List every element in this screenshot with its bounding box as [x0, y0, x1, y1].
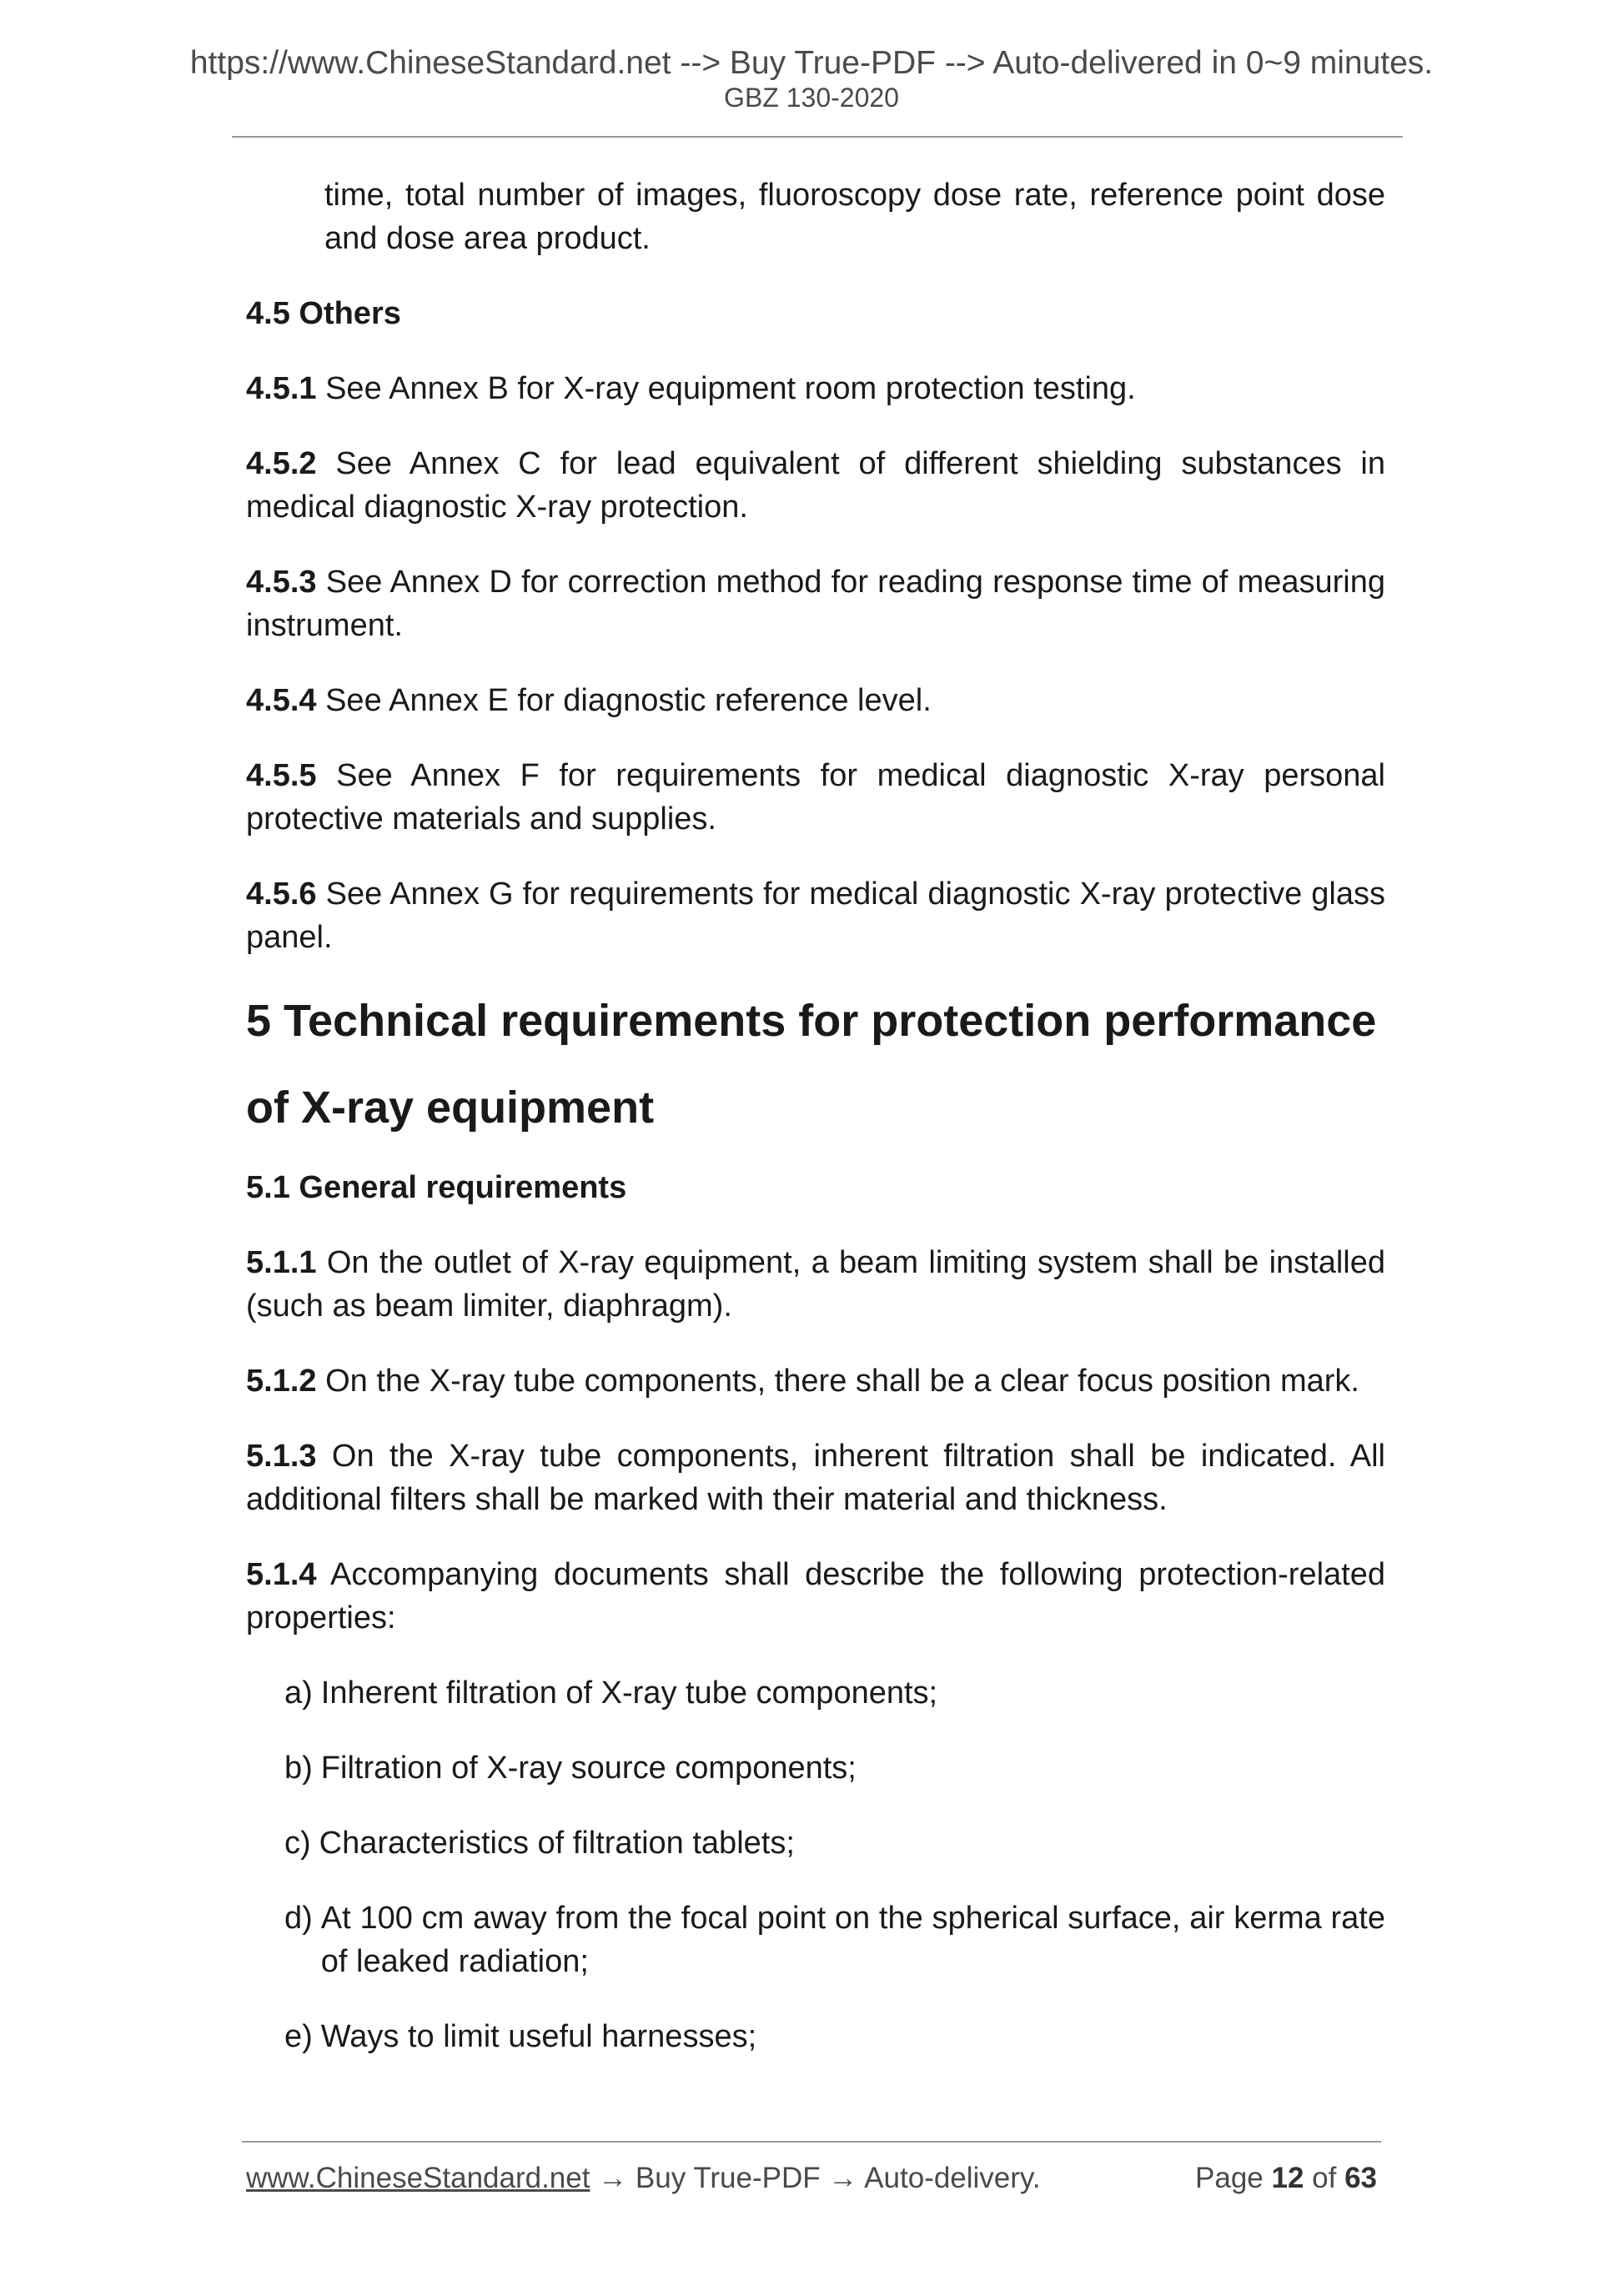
clause-text: See Annex B for X-ray equipment room protection testing. [316, 371, 1136, 406]
list-item [246, 1746, 1385, 1790]
clause-text: See Annex C for lead equivalent of different shielding substances in medical diagnostic X-ray protection. [246, 446, 1385, 525]
list-item-text: At 100 cm away from the focal point on the spherical surface, air kerma rate of leaked radiation; [320, 1901, 1385, 1979]
clause-5-1-4 [246, 1553, 1385, 1640]
list-item-label: d) [284, 1901, 313, 1936]
clause-number: 4.5.6 [246, 877, 317, 912]
clause-text: On the outlet of X-ray equipment, a beam limiting system shall be installed (such as beam limiter, diaphragm). [246, 1245, 1385, 1324]
footer-divider [242, 2141, 1381, 2143]
list-item-text: Filtration of X-ray source components; [320, 1751, 857, 1786]
clause-text: See Annex E for diagnostic reference level. [316, 683, 932, 718]
clause-4-5-4 [246, 679, 1385, 722]
clause-text: See Annex D for correction method for reading response time of measuring instrument. [246, 565, 1385, 643]
clause-4-5-3 [246, 560, 1385, 647]
list-item-text: Characteristics of filtration tablets; [319, 1826, 795, 1861]
clause-number: 5.1.4 [246, 1557, 317, 1592]
clause-4-5-6 [246, 872, 1385, 959]
clause-text: On the X-ray tube components, there shall be a clear focus position mark. [316, 1364, 1359, 1399]
list-item-label: e) [284, 2019, 313, 2054]
clause-text: See Annex G for requirements for medical diagnostic X-ray protective glass panel. [246, 877, 1385, 955]
list-item-label: b) [284, 1751, 313, 1786]
section-4-5-heading: 4.5 Others [246, 296, 401, 331]
list-item-text: Ways to limit useful harnesses; [320, 2019, 757, 2054]
header-url-line: https://www.ChineseStandard.net --> Buy True-PDF --> Auto-delivered in 0~9 minutes. [189, 45, 1434, 81]
header-divider [232, 136, 1403, 138]
clause-text: Accompanying documents shall describe the following protection-related properties: [246, 1557, 1385, 1635]
clause-5-1-3 [246, 1434, 1385, 1521]
page-word: Page [1195, 2162, 1272, 2194]
of-word: of [1304, 2162, 1345, 2194]
clause-text: On the X-ray tube components, inherent filtration shall be indicated. All additional filters shall be marked with their material and thickness. [246, 1439, 1385, 1517]
page-number [1195, 2160, 1377, 2197]
total-pages: 63 [1344, 2162, 1377, 2194]
clause-4-5-2 [246, 442, 1385, 529]
list-item [246, 1671, 1385, 1715]
footer-tagline: → Buy True-PDF → Auto-delivery. [590, 2162, 1041, 2194]
list-item-label: a) [284, 1676, 313, 1711]
clause-number: 5.1.1 [246, 1245, 317, 1280]
current-page: 12 [1271, 2162, 1304, 2194]
clause-number: 4.5.1 [246, 371, 317, 406]
clause-5-1-1 [246, 1241, 1385, 1328]
clause-number: 4.5.2 [246, 446, 317, 481]
list-item [246, 1821, 1385, 1865]
chapter-5-heading: 5 Technical requirements for protection performance of X-ray equipment [246, 996, 1377, 1133]
clause-number: 4.5.3 [246, 565, 317, 600]
list-item-label: c) [284, 1826, 311, 1861]
clause-4-5-5 [246, 754, 1385, 841]
clause-4-5-1 [246, 367, 1385, 410]
clause-5-1-2 [246, 1359, 1385, 1403]
continued-paragraph: time, total number of images, fluoroscopy dose rate, reference point dose and dose area product. [324, 178, 1385, 256]
footer-site [246, 2160, 1041, 2197]
section-5-1-heading: 5.1 General requirements [246, 1170, 627, 1205]
clause-number: 5.1.2 [246, 1364, 317, 1399]
list-item [246, 2015, 1385, 2058]
clause-number: 4.5.4 [246, 683, 317, 718]
clause-number: 4.5.5 [246, 758, 317, 793]
page-content [246, 173, 1385, 2058]
site-link[interactable]: www.ChineseStandard.net [246, 2162, 590, 2194]
list-item [246, 1897, 1385, 1983]
clause-number: 5.1.3 [246, 1439, 317, 1474]
standard-code: GBZ 130-2020 [724, 83, 899, 113]
clause-text: See Annex F for requirements for medical diagnostic X-ray personal protective materials and supplies. [246, 758, 1385, 837]
list-item-text: Inherent filtration of X-ray tube components; [320, 1676, 938, 1711]
